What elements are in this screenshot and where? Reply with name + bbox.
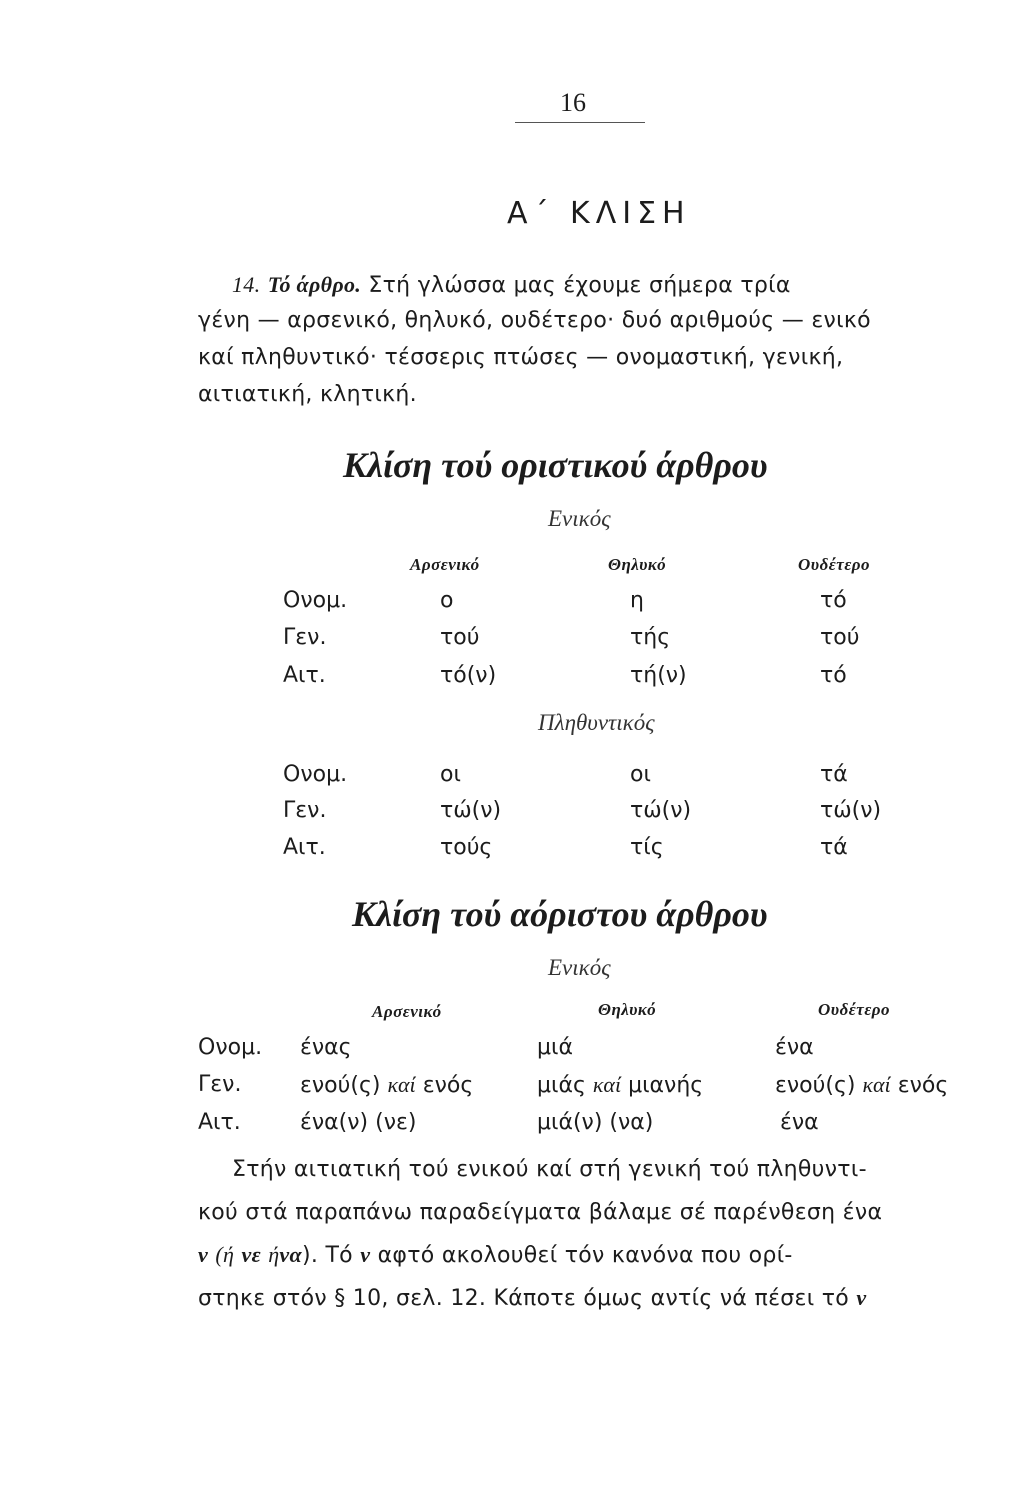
syllable-ne: νε bbox=[241, 1242, 261, 1267]
table-cell: τή(ν) bbox=[630, 663, 687, 688]
page-number: 16 bbox=[560, 88, 586, 117]
table-cell: οι bbox=[630, 762, 651, 787]
case-label: Αιτ. bbox=[283, 663, 326, 688]
table-cell: μιά(ν) (να) bbox=[537, 1110, 654, 1135]
table-cell: τώ(ν) bbox=[440, 798, 502, 823]
indefinite-singular-label: Ενικός bbox=[548, 955, 611, 980]
table-cell: τού bbox=[820, 625, 860, 650]
intro-line-2: γένη — αρσενικό, θηλυκό, ουδέτερο· δυό αριθμούς — ενικό bbox=[198, 308, 871, 333]
case-label: Γεν. bbox=[283, 625, 327, 650]
intro-line-3: καί πληθυντικό· τέσσερις πτώσες — ονομαστική, γενική, bbox=[198, 345, 844, 370]
table-cell: τώ(ν) bbox=[630, 798, 692, 823]
intro-line-1 bbox=[232, 272, 791, 298]
intro-line-4: αιτιατική, κλητική. bbox=[198, 382, 417, 407]
text: στηκε στόν § 10, σελ. 12. Κάποτε όμως αντίς νά πέσει τό bbox=[198, 1286, 850, 1311]
text: ). Τό bbox=[301, 1243, 353, 1268]
case-label: Αιτ. bbox=[198, 1110, 241, 1135]
form: ενού(ς) bbox=[300, 1073, 381, 1098]
indefinite-col-masculine: Αρσενικό bbox=[372, 1002, 442, 1021]
case-label: Ονομ. bbox=[283, 762, 348, 787]
table-cell: η bbox=[630, 588, 644, 613]
table-cell: τά bbox=[820, 762, 848, 787]
table-cell: τής bbox=[630, 625, 671, 650]
definite-col-masculine: Αρσενικό bbox=[410, 555, 480, 574]
table-cell: τίς bbox=[630, 835, 664, 860]
table-cell bbox=[775, 1072, 948, 1098]
indefinite-col-neuter: Ουδέτερο bbox=[818, 1000, 891, 1019]
table-cell: τώ(ν) bbox=[820, 798, 882, 823]
text: αφτό ακολουθεί τόν κανόνα που ορί- bbox=[377, 1243, 793, 1268]
form: ενός bbox=[422, 1073, 474, 1098]
table-cell: ένα(ν) (νε) bbox=[300, 1110, 417, 1135]
definite-col-neuter: Ουδέτερο bbox=[798, 555, 871, 574]
table-cell: τό bbox=[820, 663, 847, 688]
case-label: Γεν. bbox=[198, 1072, 242, 1097]
conjunction: καί bbox=[592, 1072, 622, 1097]
closing-line-4 bbox=[198, 1285, 866, 1311]
syllable-na: να bbox=[279, 1242, 302, 1267]
table-cell: τά bbox=[820, 835, 848, 860]
form: ενός bbox=[897, 1073, 949, 1098]
definite-title: Κλίση τού οριστικού άρθρου bbox=[343, 445, 768, 485]
case-label: Αιτ. bbox=[283, 835, 326, 860]
closing-line-2: κού στά παραπάνω παραδείγματα βάλαμε σέ παρένθεση ένα bbox=[198, 1200, 883, 1225]
case-label: Ονομ. bbox=[198, 1035, 263, 1060]
letter-nu: ν bbox=[360, 1242, 371, 1267]
table-cell: τού bbox=[440, 625, 480, 650]
table-cell: τούς bbox=[440, 835, 493, 860]
indefinite-title: Κλίση τού αόριστου άρθρου bbox=[352, 894, 768, 934]
table-cell bbox=[300, 1072, 473, 1098]
table-cell: ένα bbox=[775, 1035, 814, 1060]
letter-nu: ν bbox=[198, 1242, 209, 1267]
letter-nu: ν bbox=[856, 1285, 867, 1310]
section-number: 14. bbox=[232, 272, 261, 297]
table-cell bbox=[537, 1072, 703, 1098]
conjunction: καί bbox=[862, 1072, 891, 1097]
conjunction: ή bbox=[268, 1242, 280, 1267]
section-title: Τό άρθρο. bbox=[267, 272, 362, 297]
closing-line-3 bbox=[198, 1242, 793, 1268]
case-label: Γεν. bbox=[283, 798, 327, 823]
page-number-rule bbox=[515, 122, 645, 123]
table-cell: τό bbox=[820, 588, 847, 613]
table-cell: τό(ν) bbox=[440, 663, 497, 688]
form: ενού(ς) bbox=[775, 1073, 856, 1098]
table-cell: ένας bbox=[300, 1035, 352, 1060]
form: μιανής bbox=[628, 1073, 704, 1098]
indefinite-col-feminine: Θηλυκό bbox=[598, 1000, 657, 1019]
form: μιάς bbox=[537, 1073, 586, 1098]
table-cell: μιά bbox=[537, 1035, 573, 1060]
definite-plural-label: Πληθυντικός bbox=[538, 710, 655, 735]
chapter-heading: Α΄ ΚΛΙΣΗ bbox=[507, 196, 691, 231]
paren-open: (ή bbox=[215, 1242, 235, 1267]
definite-col-feminine: Θηλυκό bbox=[608, 555, 667, 574]
definite-singular-label: Ενικός bbox=[548, 506, 611, 531]
table-cell: ένα bbox=[780, 1110, 819, 1135]
table-cell: ο bbox=[440, 588, 454, 613]
case-label: Ονομ. bbox=[283, 588, 348, 613]
closing-line-1: Στήν αιτιατική τού ενικού καί στή γενική τού πληθυντι- bbox=[232, 1157, 867, 1182]
conjunction: καί bbox=[387, 1072, 416, 1097]
table-cell: οι bbox=[440, 762, 461, 787]
intro-text-1: Στή γλώσσα μας έχουμε σήμερα τρία bbox=[368, 273, 791, 298]
